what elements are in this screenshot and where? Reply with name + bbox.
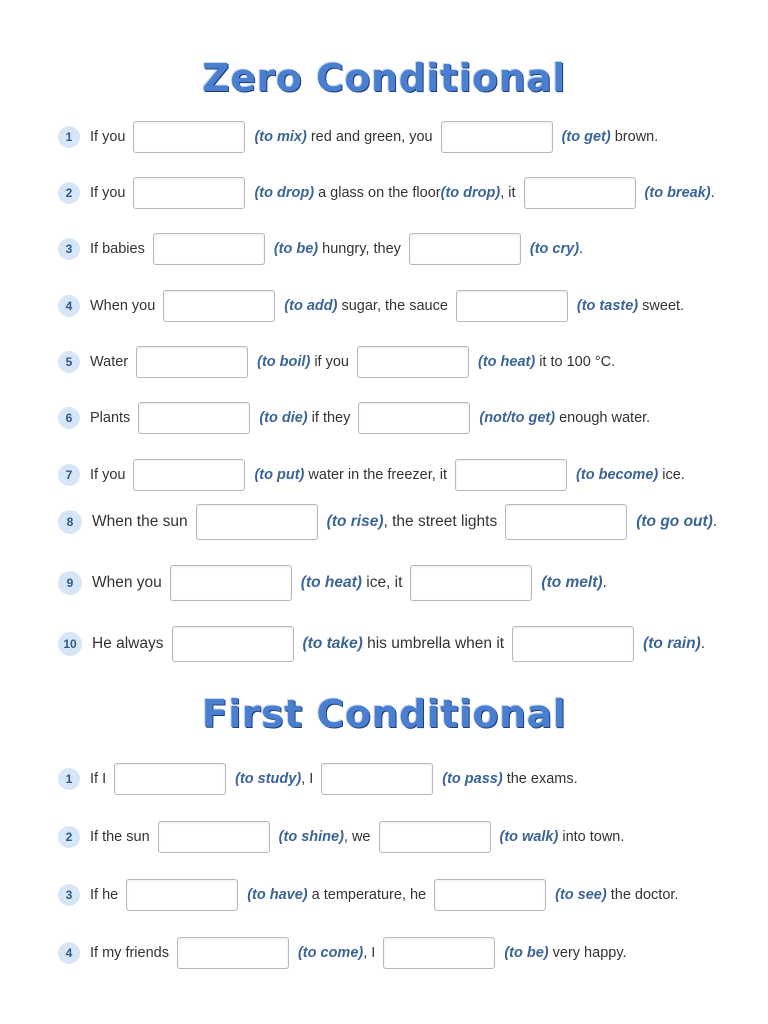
verb-hint: (to come) [297,945,364,961]
verb-hint: (to boil) [257,354,311,370]
exercise-row [58,457,685,493]
answer-field[interactable] [196,504,318,540]
item-number: 8 [58,510,82,534]
sentence-middle: , we [343,829,371,845]
verb-hint: (to get) [561,129,611,145]
exercise-row [58,877,678,913]
verb-hint: (to break) [644,185,711,201]
verb-hint: (to taste) [576,298,639,314]
verb-hint: (to rise) [326,513,384,530]
verb-hint: (to add) [284,298,338,314]
answer-field[interactable] [358,402,470,434]
sentence-end: brown. [610,129,659,145]
verb-hint: (to pass) [442,771,503,787]
answer-field[interactable] [434,879,546,911]
answer-field[interactable] [410,565,532,601]
sentence-start: When the sun [92,513,188,530]
sentence-end: into town. [558,829,625,845]
sentence-start: Plants [90,410,131,426]
answer-field[interactable] [524,177,636,209]
sentence-end: the exams. [502,771,578,787]
exercise-row [58,400,650,436]
answer-field[interactable] [133,459,245,491]
verb-hint: (to heat) [300,574,362,591]
item-number: 2 [58,826,80,848]
verb-hint: (to have) [247,887,308,903]
answer-field[interactable] [177,937,289,969]
item-number: 5 [58,351,80,373]
item-number: 1 [58,126,80,148]
item-number: 6 [58,407,80,429]
sentence-end: . [602,574,607,591]
item-number: 2 [58,182,80,204]
verb-hint: (to go out) [636,513,713,530]
sentence-start: If my friends [90,945,169,961]
verb-hint: (to study) [235,771,302,787]
verb-hint: (to die) [259,410,308,426]
sentence-end: . [579,241,584,257]
item-number: 3 [58,238,80,260]
sentence-start: If you [90,185,126,201]
sentence-start: If the sun [90,829,150,845]
answer-field[interactable] [170,565,292,601]
exercise-row [58,231,583,267]
answer-field[interactable] [133,177,245,209]
answer-field[interactable] [357,346,469,378]
sentence-end: enough water. [555,410,651,426]
sentence-end: . [710,185,715,201]
sentence-start: When you [90,298,156,314]
exercise-row [58,565,607,601]
sentence-middle: a temperature, he [307,887,427,903]
answer-field[interactable] [505,504,627,540]
answer-field[interactable] [409,233,521,265]
sentence-middle: red and green, you [306,129,433,145]
answer-field[interactable] [512,626,634,662]
sentence-end: it to 100 °C. [535,354,616,370]
verb-hint: (to be) [273,241,319,257]
verb-hint: (to cry) [529,241,580,257]
exercise-row [58,344,615,380]
verb-hint: (to take) [302,635,363,652]
verb-hint: (not/to get) [479,410,556,426]
verb-hint: (to be) [504,945,549,961]
sentence-middle: hungry, they [318,241,401,257]
exercise-row [58,819,624,855]
answer-field[interactable] [321,763,433,795]
zero-conditional-title: Zero Conditional [202,56,566,100]
verb-hint: (to melt) [541,574,603,591]
sentence-end: the doctor. [606,887,679,903]
sentence-middle: , I [363,945,376,961]
sentence-end: very happy. [548,945,627,961]
exercise-row [58,119,658,155]
sentence-end: . [700,635,706,652]
first-conditional-title: First Conditional [201,692,567,736]
answer-field[interactable] [172,626,294,662]
exercise-row [58,935,627,971]
sentence-middle: ice, it [361,574,403,591]
sentence-middle: sugar, the sauce [337,298,448,314]
verb-hint: (to drop) [254,185,315,201]
answer-field[interactable] [455,459,567,491]
sentence-start: If he [90,887,119,903]
sentence-start: Water [90,354,129,370]
sentence-middle: , it [500,185,516,201]
sentence-middle: , I [301,771,314,787]
item-number: 3 [58,884,80,906]
answer-field[interactable] [114,763,226,795]
answer-field[interactable] [158,821,270,853]
answer-field[interactable] [383,937,495,969]
item-number: 9 [58,571,82,595]
sentence-middle: if they [307,410,351,426]
sentence-middle: a glass on the floor [314,185,441,201]
sentence-middle: if you [310,354,349,370]
sentence-end: . [712,513,718,530]
answer-field[interactable] [126,879,238,911]
answer-field[interactable] [441,121,553,153]
answer-field[interactable] [153,233,265,265]
verb-hint: (to heat) [477,354,536,370]
sentence-start: If you [90,467,126,483]
answer-field[interactable] [138,402,250,434]
answer-field[interactable] [456,290,568,322]
answer-field[interactable] [133,121,245,153]
verb-hint: (to mix) [254,129,307,145]
exercise-row [58,175,715,211]
sentence-middle: water in the freezer, it [304,467,448,483]
item-number: 1 [58,768,80,790]
sentence-start: When you [92,574,162,591]
verb-hint: (to become) [576,467,659,483]
sentence-end: ice. [658,467,685,483]
answer-field[interactable] [163,290,275,322]
sentence-start: If you [90,129,126,145]
sentence-middle: his umbrella when it [362,635,505,652]
exercise-row [58,761,578,797]
exercise-row [58,626,705,662]
verb-hint: (to drop) [440,185,501,201]
sentence-start: If babies [90,241,145,257]
sentence-middle: , the street lights [383,513,498,530]
item-number: 10 [58,632,82,656]
item-number: 4 [58,942,80,964]
verb-hint: (to shine) [278,829,344,845]
verb-hint: (to put) [254,467,305,483]
sentence-start: He always [92,635,164,652]
sentence-start: If I [90,771,107,787]
answer-field[interactable] [136,346,248,378]
item-number: 7 [58,464,80,486]
exercise-row [58,288,684,324]
verb-hint: (to see) [555,887,607,903]
verb-hint: (to walk) [499,829,559,845]
verb-hint: (to rain) [643,635,701,652]
answer-field[interactable] [379,821,491,853]
sentence-end: sweet. [638,298,685,314]
item-number: 4 [58,295,80,317]
exercise-row [58,504,717,540]
